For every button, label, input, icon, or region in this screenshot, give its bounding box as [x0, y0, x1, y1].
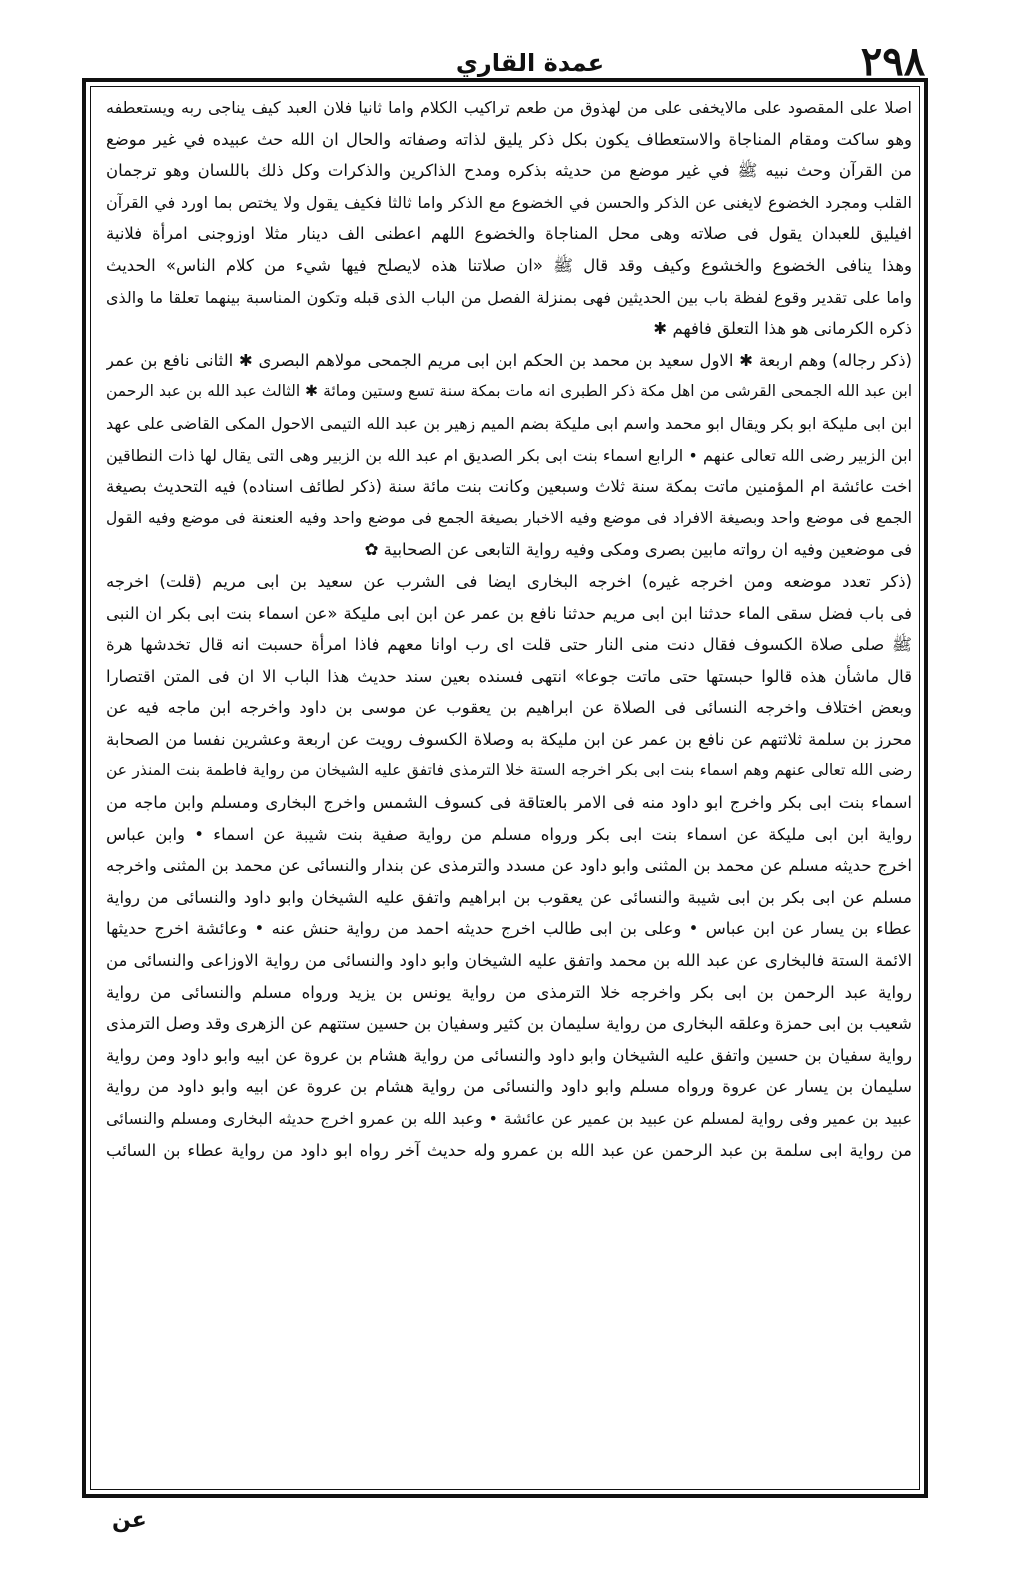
- text-line: ابن عبد الله الجمحى القرشى من اهل مكة ذكر الطبرى انه مات بمكة سنة تسع وستين ومائة ✱ الثالث عبد الله بن عبد الرحمن: [106, 382, 912, 401]
- text-line: رواية سفيان بن حسين واتفق عليه الشيخان وابو داود والنسائى من رواية هشام بن عروة عن ابيه وابو داود ومن رواية: [106, 1045, 912, 1065]
- running-title: عمدة القاري: [455, 49, 605, 77]
- text-line: القلب ومجرد الخضوع لايغنى عن الذكر والحسن في الخضوع مع الذكر واما ثالثا فكيف يقول ولا يختص بما اورد في القرآن: [106, 192, 912, 212]
- text-line: اصلا على المقصود على مالايخفى على من لهذوق من طعم تراكيب الكلام واما ثانيا فلان العبد كيف يناجى ربه ويستعطفه: [106, 98, 912, 117]
- text-line: رواية ابن ابى مليكة عن اسماء بنت ابى بكر ورواه مسلم من رواية صفية بنت شيبة عن اسماء • وابن عباس: [106, 824, 912, 844]
- text-line: من رواية ابى سلمة بن عبد الرحمن عن عبد الله بن عمرو وله حديث آخر رواه ابو داود من رواية عطاء بن السائب: [106, 1140, 912, 1160]
- text-line: الجمع فى موضع واحد وبصيغة الافراد فى موضع وفيه الاخبار بصيغة الجمع فى موضع واحد وفيه العنعنة فى موضع وفيه القول: [106, 508, 912, 527]
- text-line: ابن ابى مليكة ابو بكر ويقال ابو محمد واسم ابى مليكة بضم الميم زهير بن عبد الله التيمى الاحول المكى القاضى على عهد: [106, 413, 912, 433]
- text-line: وهو ساكت ومقام المناجاة والاستعطاف يكون بكل ذكر يليق لذاته وصفاته والحال ان الله حث عبيده في غير موضع: [106, 129, 912, 149]
- text-line: وهذا ينافى الخضوع والخشوع وكيف وقد قال ﷺ «ان صلاتنا هذه لايصلح فيها شيء من كلام الناس» الحديث: [106, 255, 912, 275]
- text-line: سليمان بن يسار عن عروة ورواه مسلم وابو داود والنسائى من رواية هشام بن عروة عن ابيه وابو داود من رواية: [106, 1077, 912, 1097]
- page-number: ٢٩٨: [860, 38, 926, 85]
- text-line: (ذكر تعدد موضعه ومن اخرجه غيره) اخرجه البخارى ايضا فى الشرب عن سعيد بن ابى مريم (قلت) اخرجه: [106, 571, 912, 591]
- text-line: فى باب فضل سقى الماء حدثنا ابن ابى مريم حدثنا نافع بن عمر عن ابن ابى مليكة «عن اسماء بنت ابى بكر ان النبى: [106, 603, 912, 623]
- text-line: عبيد بن عمير وفى رواية لمسلم عن عبيد بن عمير عن عائشة • وعبد الله بن عمرو اخرج حديثه البخارى ومسلم والنسائى: [106, 1109, 912, 1128]
- text-line: (ذكر رجاله) وهم اربعة ✱ الاول سعيد بن محمد بن الحكم ابن ابى مريم الجمحى مولاهم البصرى ✱ الثانى نافع بن عمر: [106, 350, 912, 370]
- text-line: محرز بن سلمة ثلاثتهم عن نافع بن عمر عن ابن مليكة به وصلاة الكسوف رويت عن اربعة وعشرين نفسا من الصحابة: [106, 729, 912, 749]
- page-header: [0, 0, 1027, 85]
- text-line: رضى الله تعالى عنهم وهم اسماء بنت ابى بكر اخرجه الستة خلا الترمذى فاتفق عليه الشيخان من رواية فاطمة بنت المنذر عن: [106, 761, 912, 780]
- text-line: وبعض اختلاف واخرجه النسائى فى الصلاة عن ابراهيم بن يعقوب عن موسى بن داود واخرجه ابن ماجه فيه عن: [106, 698, 912, 718]
- text-line: اسماء بنت ابى بكر واخرج ابو داود منه فى الامر بالعتاقة فى كسوف الشمس واخرج البخارى ومسلم وابن ماجه من: [106, 793, 912, 813]
- text-line: فى موضعين وفيه ان رواته مابين بصرى ومكى وفيه رواية التابعى عن الصحابية ✿: [364, 540, 912, 560]
- text-line: الائمة الستة فالبخارى عن عبد الله بن محمد واتفق عليه الشيخان وابو داود والنسائى من رواية الاوزاعى والنسائى من: [106, 951, 912, 971]
- text-body: [106, 92, 912, 1486]
- catchword: عن: [112, 1508, 147, 1533]
- text-line: ابن الزبير رضى الله تعالى عنهم • الرابع اسماء بنت ابى بكر الصديق ام عبد الله بن الزبير وهى التى يقال لها ذات النطاقين: [106, 445, 912, 465]
- text-line: رواية عبد الرحمن بن ابى بكر واخرجه خلا الترمذى من رواية يونس بن يزيد ورواه مسلم والنسائى من رواية: [106, 982, 912, 1002]
- text-line: شعيب بن ابى حمزة وعلقه البخارى من رواية سليمان بن كثير وسفيان بن حسين ستتهم عن الزهرى وقد وصل الترمذى: [106, 1014, 912, 1034]
- text-line: عطاء بن يسار عن ابن عباس • وعلى بن ابى طالب اخرج حديثه احمد من رواية حنش عنه • وعائشة اخرج حديثها: [106, 919, 912, 939]
- text-line: اخرج حديثه مسلم عن محمد بن المثنى وابو داود عن مسدد والترمذى عن بندار والنسائى عن محمد بن المثنى واخرجه: [106, 856, 912, 876]
- text-line: واما على تقدير وقوع لفظة باب بين الحديثين فهى بمنزلة الفصل من الباب الذى قبله وتكون المناسبة بينهما تعلقا ما والذى: [106, 287, 912, 307]
- text-line: مسلم عن ابى بكر بن ابى شيبة والنسائى عن يعقوب بن ابراهيم واتفق عليه الشيخان وابو داود والنسائى من رواية: [106, 887, 912, 907]
- text-line: ذكره الكرمانى هو هذا التعلق فافهم ✱: [653, 319, 912, 339]
- text-line: من القرآن وحث نبيه ﷺ في غير موضع من حديثه بذكره ومدح الذاكرين والذكرات وكل ذلك باللسان وهو ترجمان: [106, 161, 912, 181]
- text-line: افيليق للعبدان يقول فى صلاته وهى محل المناجاة والخضوع اللهم اعطنى الف دينار مثلا اوزوجنى امرأة فلانية: [106, 224, 912, 244]
- text-line: اخت عائشة ام المؤمنين ماتت بمكة سنة ثلاث وسبعين وكانت بنت مائة سنة (ذكر لطائف اسناده) فيه التحديث بصيغة: [106, 477, 912, 497]
- text-line: قال ماشأن هذه قالوا حبستها حتى ماتت جوعا» انتهى فسنده بعين سند حديث هذا الباب الا ان فى المتن اقتصارا: [106, 666, 912, 686]
- text-line: ﷺ صلى صلاة الكسوف فقال دنت منى النار حتى قلت اى رب اوانا معهم فاذا امرأة حسبت انه قال تخدشها هرة: [106, 635, 912, 655]
